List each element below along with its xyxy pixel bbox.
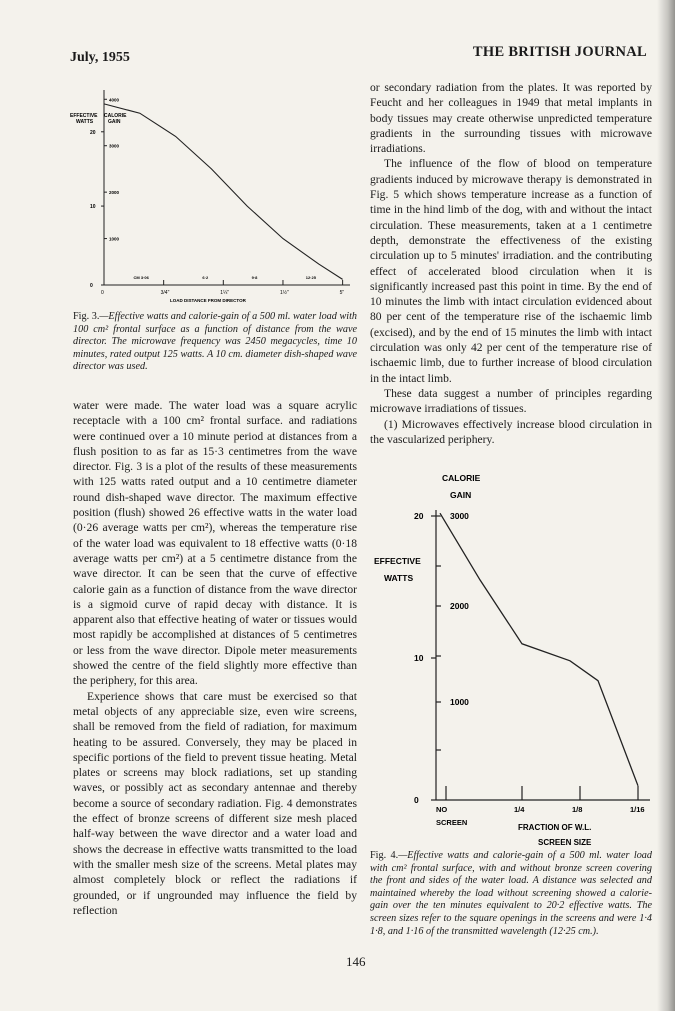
fig3-ytick-right-label: 4000 <box>109 97 120 103</box>
fig3-ylabel-left: EFFECTIVE <box>70 113 98 119</box>
fig4-xtick-label: 1/4 <box>514 805 525 814</box>
fig4-xlabel-2: SCREEN SIZE <box>538 838 592 847</box>
fig4-xtick-label: SCREEN <box>436 818 468 827</box>
right-paragraph-2: The influence of the flow of blood on temperature gradients induced by microwave therapy is demonstrated in Fig. 5 which shows temperature increase as a function of time in the hind limb of the dog, with and without the intact circulation. These measurements, taken at a 1 centimetre depth, demonstrate the effectiveness of the existing circulation up to 5 minutes' irradiation. and the contributing effect of accelerated blood circulation when it is significantly increased past this point in time. By the end of 10 minutes the limb with intact circulation evidenced about 80 per cent of the temperature rise of the ischaemic limb (excised), and by the end of 15 minutes the limb with intact circulation was only 42 per cent of the temperature rise of ischaemic limb, due to further increase of blood circulation in the intact limb. <box>370 157 652 385</box>
left-paragraph-2: Experience shows that care must be exercised so that metal objects of any appreciable size, even wire screens, shall be removed from the field of radiation, for maximum heating to be assured. Conversely, they may be placed in specific portions of the field to prevent tissue heating. Metal plates or screens may block radiations, set up standing waves, or possibly act as secondary antennae and thereby become a source of secondary radiation. Fig. 4 demonstrates the effect of bronze screens of different size mesh placed half-way between the wave director and a water load and shows the decrease in effective watts transmitted to the load with the smaller mesh size of the screens. Metal plates may almost completely block or reflect the radiations if grounded, or if ungrounded may influence the field by reflection <box>73 689 357 917</box>
fig3-cm-label: 6·2 <box>202 275 209 280</box>
fig4-caption <box>370 850 652 938</box>
fig4-xlabel: FRACTION OF W.L. <box>518 823 592 832</box>
fig4-ylabel-left-2: WATTS <box>384 573 414 583</box>
fig3-xtick-label: 1¼" <box>220 290 230 296</box>
fig3-xtick-label: 1½" <box>279 290 289 296</box>
fig4-ylabel-right-2: GAIN <box>450 490 472 500</box>
fig3-ytick-right-label: 2000 <box>109 190 120 196</box>
fig3-cm-label: 9·8 <box>251 275 258 280</box>
fig4-xtick-label: 1/16 <box>630 805 645 814</box>
fig3-ytick-right-label: 3000 <box>109 143 120 149</box>
fig3-ytick-left-label: 20 <box>90 129 96 136</box>
fig4-xtick-label: 1/8 <box>572 805 583 814</box>
right-column-body <box>370 80 652 447</box>
fig4-xtick-label: NO <box>436 805 448 814</box>
page-header-journal: THE BRITISH JOURNAL <box>472 44 647 60</box>
fig3-ytick-right-label: 1000 <box>109 236 120 242</box>
fig3-caption-text: —Effective watts and calorie-gain of a 500 ml. water load with 100 cm² frontal surface as a function of distance from the wave director. The microwave frequency was 2450 megacycles, time 10 minutes, rated output 125 watts. A 10 cm. diameter dish-shaped wave director was used. <box>73 311 358 373</box>
fig3-xtick-label: 3/4" <box>160 290 170 296</box>
fig4-ytick-right-label: 2000 <box>450 601 469 611</box>
page-header-date: July, 1955 <box>70 50 130 65</box>
fig4-caption-text: —Effective watts and calorie-gain of a 500 ml. water load with cm² frontal surface, with and without bronze screen covering the front and sides of the water load. A distance was selected and maintained whereby the load without screening showed a calorie-gain over the ten minutes equivalent to 20·2 effective watts. The screen sizes refer to the square openings in the screens and were 1·4 1·8, and 1·16 of the transmitted wavelength (12·25 cm.). <box>370 850 652 937</box>
fig3-ylabel-right-2: GAIN <box>108 119 121 125</box>
figure-4-chart <box>370 470 660 850</box>
fig3-ytick-left-label: 10 <box>90 204 96 211</box>
fig4-ylabel-left: EFFECTIVE <box>374 556 421 566</box>
fig3-xlabel: LOAD DISTANCE FROM DIRECTOR <box>170 298 246 303</box>
fig3-caption <box>73 311 357 374</box>
page-binding-edge <box>657 0 675 1011</box>
fig4-ylabel-right: CALORIE <box>442 473 481 483</box>
fig3-cm-label: 12·25 <box>305 275 316 280</box>
right-paragraph-3: These data suggest a number of principles regarding microwave irradiations of tissues. <box>370 386 652 416</box>
fig4-ytick-right-label: 1000 <box>450 697 469 707</box>
figure-3-chart <box>70 80 360 310</box>
fig4-series-line <box>440 513 638 786</box>
right-paragraph-1: or secondary radiation from the plates. It was reported by Feucht and her colleagues in 1949 that metal implants in body tissues may create otherwise unpredicted temperature gradients in the surrounding tissues with microwave irradiations. <box>370 81 652 156</box>
fig3-xtick-label: 5" <box>339 290 345 296</box>
fig3-ytick-left-label: 0 <box>90 283 93 289</box>
left-column-body <box>73 398 357 918</box>
fig4-ytick-left-label: 0 <box>414 795 419 805</box>
fig3-cm-label: CM 3·06 <box>133 275 149 280</box>
fig3-ylabel-left-2: WATTS <box>76 119 94 125</box>
fig4-ytick-left-label: 10 <box>414 653 424 663</box>
fig4-ytick-right-label: 3000 <box>450 511 469 521</box>
left-paragraph-1: water were made. The water load was a square acrylic receptacle with a 100 cm² frontal surface. and radiations were continued over a 10 minute period at distances from a flush position to as far as 15·3 centimetres from the wave director. Fig. 3 is a plot of the results of these measurements with 125 watts rated output and a 10 centimetre diameter round dish-shaped wave director. The maximum effective position (flush) showed 26 effective watts in the water load (0·26 average watts per cm²), whereas the temperature rise of the water load was equivalent to 18 effective watts (0·18 average watts per cm²) at a 5 centimetre distance from the wave director. It can be seen that the curve of effective calorie gain as a function of distance from the wave director is a sigmoid curve of rapid decay with distance. It is apparent also that effective heating of water or tissues would most rapidly be accomplished at distances of 5 centimetres or less from the wave director. Dipole meter measurements showed the centre of the field slightly more effective than the periphery, for this area. <box>73 399 357 688</box>
fig4-ytick-left-label: 20 <box>414 511 424 521</box>
fig3-ylabel-right: CALORIE <box>104 113 127 119</box>
right-paragraph-4: (1) Microwaves effectively increase blood circulation in the vascularized periphery. <box>370 417 652 446</box>
fig4-caption-label: Fig. 4. <box>370 850 399 861</box>
fig3-caption-label: Fig. 3. <box>73 311 100 322</box>
page-number: 146 <box>346 954 366 969</box>
fig3-xtick-label: 0 <box>101 290 104 296</box>
fig3-series-line <box>104 104 343 280</box>
